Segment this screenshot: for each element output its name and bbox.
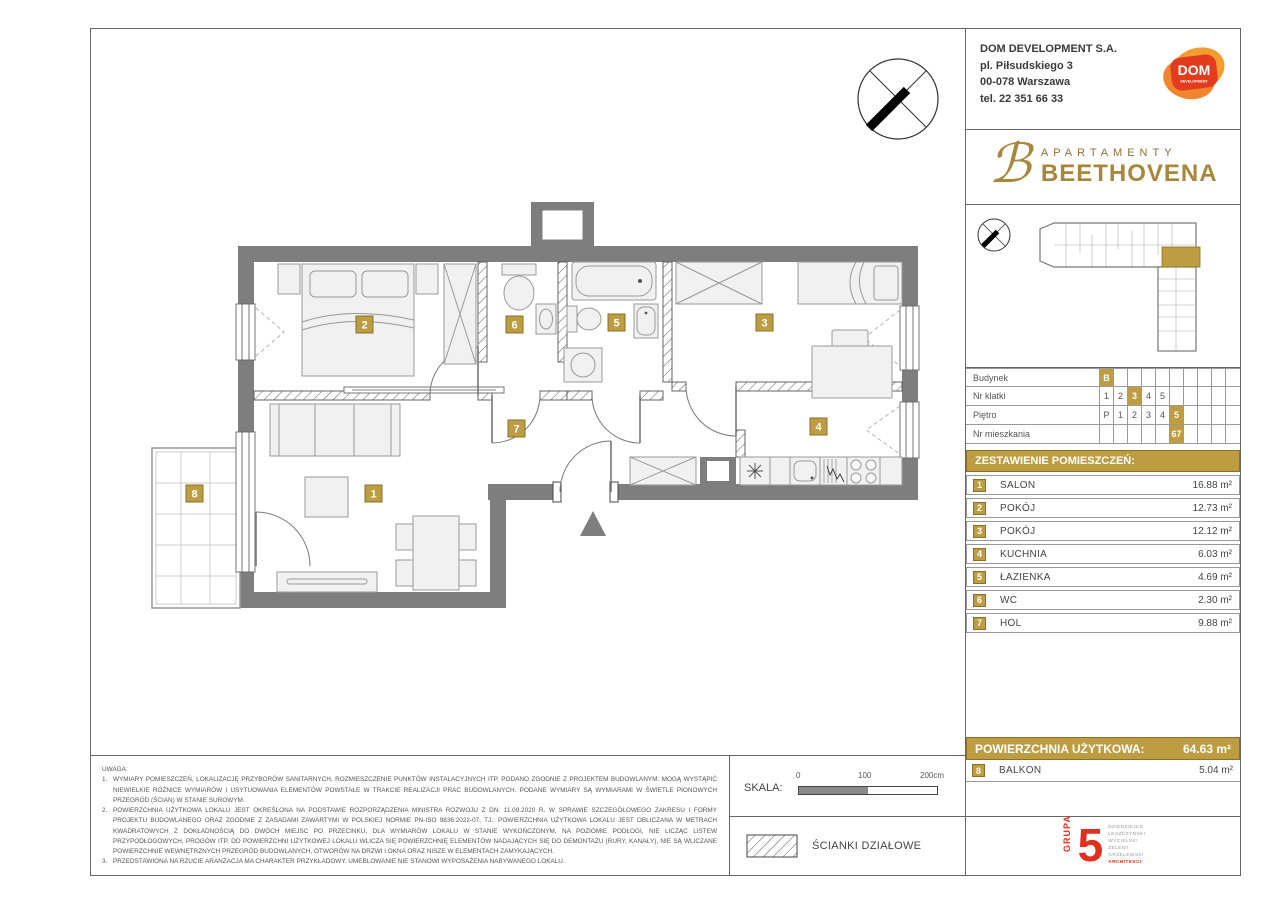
balcony-name: BALKON: [999, 765, 1042, 776]
svg-text:DOM: DOM: [1177, 62, 1211, 78]
room-badge-hol: [508, 420, 525, 437]
room-area: 9.88 m²: [1198, 617, 1232, 629]
toilet-bowl: [577, 308, 601, 330]
burner: [851, 473, 861, 483]
room-name: ŁAZIENKA: [1000, 571, 1051, 583]
architect-logo: [966, 816, 1240, 875]
note-item: 3. PRZEDSTAWIONA NA RZUCIE ARANŻACJA MA CHARAKTER PRZYKŁADOWY. UMEBLOWANIE NIE STANOWI WYPOSAŻENIA NABYWANEGO LOKALU.: [102, 858, 565, 866]
desk-chair: [832, 330, 868, 348]
chair: [459, 524, 476, 550]
architect-names: [1108, 825, 1145, 867]
unit-table-label: Nr klatki: [973, 391, 1006, 401]
chair: [396, 560, 413, 586]
unit-table-cell: [1225, 406, 1239, 424]
unit-table-cell: [1141, 369, 1155, 386]
architect-number: 5: [1077, 819, 1104, 872]
room-row: [966, 544, 1240, 564]
toilet-bowl: [504, 276, 534, 310]
project-name-bottom: BEETHOVENA: [1040, 159, 1218, 187]
room-row: [966, 521, 1240, 541]
notes-box: [90, 755, 730, 875]
unit-table-cell: [1225, 387, 1239, 405]
room-row: [966, 567, 1240, 587]
scale-box: [730, 755, 965, 816]
chimney-shaft: [542, 210, 583, 240]
desk: [812, 346, 892, 398]
note-item: 1. WYMIARY POMIESZCZEŃ, LOKALIZACJĘ PRZYBORÓW SANITARNYCH, ROZMIESZCZENIE PUNKTÓW INSTALACYJNYCH ITP. PODANO ZGODNIE Z PROJEKTEM BUDOWLANYM. MOGĄ WYSTĄPIĆ NIEWIELKIE RÓŻNICE WYMIARÓW I USYTUOWANIA ELEMENTÓW POWSTAŁE W TRAKCIE REALIZACJI PRAC BUDOWLANYCH. PODANE WYMIARY SĄ WYMIARAMI W ŚWIETLE PIONOWYCH PRZEGRÓD (ŚCIAN) W STANIE SUROWYM.: [102, 776, 717, 804]
pillow: [310, 271, 356, 297]
unit-table-cell: 5: [1155, 387, 1169, 405]
unit-table-label: Piętro: [973, 410, 997, 420]
unit-table-cell: [1113, 425, 1127, 443]
room-badge-balkon: [186, 485, 203, 502]
north-arrow-icon: [858, 59, 938, 139]
entrance-marker: [580, 511, 606, 536]
unit-table-cell: [1197, 406, 1211, 424]
unit-table-label: Budynek: [973, 373, 1009, 383]
unit-table-cell: [1225, 369, 1239, 386]
scale-label: SKALA:: [744, 782, 783, 794]
unit-table-cell: [1211, 425, 1225, 443]
svg-text:7: 7: [513, 423, 520, 436]
info-column: [965, 28, 1240, 875]
svg-text:2: 2: [361, 319, 368, 332]
minimap-north-arrow-icon: [972, 213, 1016, 257]
svg-text:3: 3: [761, 317, 768, 330]
unit-table-cell: [1197, 425, 1211, 443]
room-name: HOL: [1000, 617, 1022, 629]
room-badge-salon: [365, 485, 382, 502]
unit-table-cell: [1099, 425, 1113, 443]
room-badge-lazienka: [608, 314, 625, 331]
nightstand: [416, 264, 438, 294]
svg-text:DEVELOPMENT: DEVELOPMENT: [1180, 79, 1208, 84]
architect-title: ARCHITEKCI: [1108, 859, 1142, 865]
usable-area-value: 64.63 m²: [1182, 741, 1231, 756]
note-item: 2. POWIERZCHNIA UŻYTKOWA LOKALU JEST OKREŚLONA NA PODSTAWIE ROZPORZĄDZENIA MINISTRA ROZWOJU Z DN. 11.09.2020 R. W SPRAWIE SZCZEGÓŁOWEGO ZAKRESU I FORMY PROJEKTU BUDOWLANEGO ORAZ ZGODNIE Z ZASADAMI ZAWARTYMI W POLSKIEJ NORMIE PN-ISO 9836:2022-07, TJ.: POWIERZCHNIA UŻYTKOWA LOKALU JEST OBLICZANA W METRACH KWADRATOWYCH Z DOKŁADNOŚCIĄ DO DWÓCH MIEJSC PO PRZECINKU, DLA WYMIARÓW LOKALU W STANIE WYKOŃCZONYM, NA POZIOMIE PODŁOGI, NIE LICZĄC LISTEW PRZYPODŁOGOWYCH, PROGÓW ITP. DO POWIERZCHNI UŻYTKOWEJ LOKALU WLICZA SIĘ POWIERZCHNIĘ ELEMENTÓW NADAJĄCYCH SIĘ DO DEMONTAŻU (RURY, KANAŁY), NIE SĄ WLICZANE POWIERZCHNIE WEWNĘTRZNYCH PRZEGRÓD BUDOWLANYCH, OTWORÓW NA DRZWI I OKNA ORAZ NISZE W ELEMENTACH ZAMYKAJĄCYCH.: [102, 807, 717, 855]
room-area: 12.73 m²: [1192, 502, 1232, 514]
unit-table-label: Nr mieszkania: [973, 429, 1031, 439]
usable-area-bar: [966, 737, 1240, 760]
room-name: SALON: [1000, 479, 1036, 491]
counter: [880, 457, 902, 485]
balcony-area: 5.04 m²: [1199, 765, 1233, 776]
usable-area-label: POWIERZCHNIA UŻYTKOWA:: [975, 741, 1145, 756]
developer-phone: tel. 22 351 66 33: [980, 92, 1064, 105]
svg-text:5: 5: [613, 317, 620, 330]
minimap-unit-highlight: [1162, 247, 1200, 267]
room-number-badge: 6: [973, 594, 986, 607]
room-name: POKÓJ: [1000, 525, 1036, 537]
sliding-door: [344, 387, 504, 393]
architect-name: ZELENT: [1108, 846, 1129, 851]
unit-table-cell: 1: [1113, 406, 1127, 424]
partition-hatch-swatch-icon: [746, 834, 798, 858]
partition-legend-label: ŚCIANKI DZIAŁOWE: [812, 840, 922, 852]
room-area: 16.88 m²: [1192, 479, 1232, 491]
unit-table-cell: [1211, 387, 1225, 405]
unit-table-row: [966, 368, 1240, 387]
unit-table-cell: [1155, 425, 1169, 443]
balcony: [152, 448, 240, 608]
scale-tick-100: 100: [858, 771, 872, 780]
legend-box: [730, 816, 965, 875]
unit-table-cell: [1197, 387, 1211, 405]
scale-bar: [798, 786, 938, 795]
room-number-badge: 4: [973, 548, 986, 561]
unit-table-cell: B: [1099, 369, 1113, 386]
architect-name: GRZELEWSKI: [1108, 852, 1144, 858]
unit-table-cell: [1127, 369, 1141, 386]
dom-development-logo-icon: [1156, 41, 1232, 111]
unit-table-cell: [1211, 406, 1225, 424]
unit-table-cell: [1197, 369, 1211, 386]
entrance-door-posts: [553, 482, 618, 502]
rooms-list-rows: [966, 475, 1240, 633]
unit-table-cell: [1155, 369, 1169, 386]
room-name: WC: [1000, 594, 1018, 606]
room-number-badge: 3: [973, 525, 986, 538]
toilet-tank: [567, 306, 577, 332]
sofa: [276, 404, 394, 456]
room-number-badge: 1: [973, 479, 986, 492]
developer-address2: 00-078 Warszawa: [980, 76, 1071, 88]
room-badge-kuchnia: [810, 418, 827, 435]
coffee-table: [305, 477, 348, 517]
project-logo: [966, 130, 1240, 205]
architect-name: LESZCZYŃSKI: [1108, 832, 1146, 838]
room-badge-pokoj2: [356, 316, 373, 333]
unit-table-cell: 3: [1127, 387, 1141, 405]
unit-table-cell: [1183, 387, 1197, 405]
unit-table-cell: [1169, 369, 1183, 386]
rooms-list-header: ZESTAWIENIE POMIESZCZEŃ:: [966, 450, 1240, 472]
room-badge-wc: [506, 316, 523, 333]
room-row: [966, 498, 1240, 518]
toilet-tank: [502, 264, 536, 275]
unit-table-cell: [1211, 369, 1225, 386]
room-badge-pokoj3: [756, 314, 773, 331]
room-area: 4.69 m²: [1198, 571, 1232, 583]
balcony-badge: 8: [972, 764, 985, 777]
room-area: 6.03 m²: [1198, 548, 1232, 560]
unit-table-cell: 1: [1099, 387, 1113, 405]
room-number-badge: 2: [973, 502, 986, 515]
building-minimap-box: [966, 205, 1240, 368]
unit-table-row: [966, 406, 1240, 425]
architect-name: WYCIELSKI: [1108, 839, 1138, 845]
unit-table-cell: P: [1099, 406, 1113, 424]
developer-address1: pl. Piłsudskiego 3: [980, 59, 1073, 72]
room-row: [966, 475, 1240, 495]
svg-text:8: 8: [191, 488, 198, 501]
notes-items: [102, 775, 717, 867]
dining-table: [413, 516, 459, 590]
room-name: POKÓJ: [1000, 502, 1036, 514]
unit-table-cell: 3: [1141, 406, 1155, 424]
counter: [770, 457, 790, 485]
unit-table-cell: 2: [1113, 387, 1127, 405]
furniture: [270, 262, 902, 592]
project-name-top: APARTAMENTY: [1040, 146, 1177, 159]
room-name: KUCHNIA: [1000, 548, 1048, 560]
unit-table-row: [966, 387, 1240, 406]
room-number-badge: 7: [973, 617, 986, 630]
room-area: 2.30 m²: [1198, 594, 1232, 606]
unit-table-cell: [1183, 406, 1197, 424]
unit-table-cell: 4: [1141, 387, 1155, 405]
unit-table-cell: [1225, 425, 1239, 443]
svg-text:6: 6: [511, 319, 518, 332]
developer-name: DOM DEVELOPMENT S.A.: [980, 43, 1117, 55]
unit-table-cell: [1183, 425, 1197, 443]
burner: [851, 460, 861, 470]
unit-table-cell: [1183, 369, 1197, 386]
scale-tick-0: 0: [796, 771, 801, 780]
burner: [866, 473, 876, 483]
pillow: [874, 266, 898, 300]
beethovena-b-icon: ℬ: [988, 132, 1031, 195]
burner: [866, 460, 876, 470]
developer-box: [966, 28, 1240, 130]
svg-text:4: 4: [815, 421, 822, 434]
usable-area-box: [966, 737, 1240, 782]
nightstand: [278, 264, 300, 294]
room-number-badge: 5: [973, 571, 986, 584]
unit-table-cell: [1141, 425, 1155, 443]
architect-name: DZIEDZIEJKO: [1108, 825, 1144, 831]
unit-table: [966, 368, 1240, 445]
chair: [396, 524, 413, 550]
building-minimap: [1024, 213, 1236, 363]
pillow: [362, 271, 408, 297]
rooms-list: [966, 450, 1240, 633]
unit-table-cell: 4: [1155, 406, 1169, 424]
room-area: 12.12 m²: [1192, 525, 1232, 537]
unit-table-row: [966, 425, 1240, 444]
svg-text:1: 1: [370, 488, 377, 501]
unit-table-cell: [1127, 425, 1141, 443]
unit-table-cell: [1113, 369, 1127, 386]
scale-tick-200: 200cm: [920, 771, 945, 780]
unit-table-cell: 67: [1169, 425, 1183, 443]
room-row: [966, 613, 1240, 633]
notes-title: UWAGA:: [102, 766, 128, 773]
architect-group-label: GRUPA: [1061, 815, 1072, 852]
unit-table-cell: [1169, 387, 1183, 405]
balcony-row: [966, 760, 1240, 782]
chair: [459, 560, 476, 586]
unit-table-cell: 2: [1127, 406, 1141, 424]
unit-table-cell: 5: [1169, 406, 1183, 424]
room-row: [966, 590, 1240, 610]
